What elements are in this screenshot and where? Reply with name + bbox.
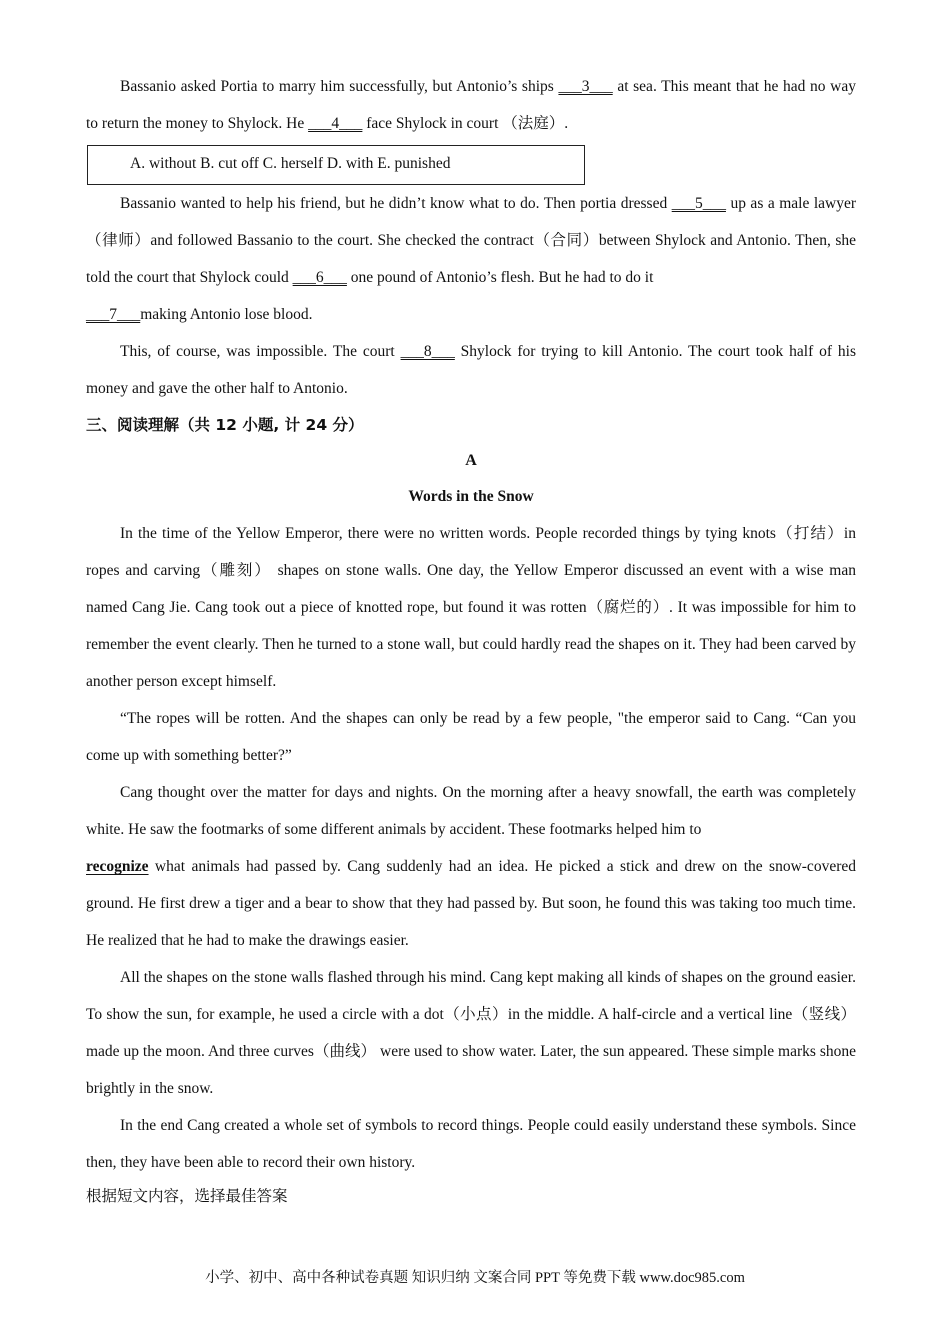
- text-segment: what animals had passed by. Cang suddenly had an idea. He picked a stick and drew on the snow-covered ground. He first drew a tiger and a bear to show that they had passed by. But soon, he found this was taking too much time. He realized that he had to make the drawings easier.: [86, 858, 856, 949]
- passage-paragraph-3: [86, 774, 856, 959]
- text-segment: This, of course, was impossible. The court: [120, 343, 401, 360]
- page-footer: 小学、初中、高中各种试卷真题 知识归纳 文案合同 PPT 等免费下载 www.doc985.com: [205, 1270, 745, 1286]
- cloze-paragraph-3: [86, 333, 856, 407]
- passage-paragraph-5: In the end Cang created a whole set of symbols to record things. People could easily understand these symbols. Since then, they have been able to record their own history.: [86, 1117, 856, 1171]
- blank-4: ___4___: [308, 115, 363, 132]
- options-box: A. without B. cut off C. herself D. with E. punished: [87, 145, 585, 185]
- text-segment: one pound of Antonio’s flesh. But he had to do it: [346, 269, 654, 286]
- blank-7: ___7___: [86, 306, 141, 323]
- passage-title: Words in the Snow: [408, 488, 534, 505]
- instruction-text: 根据短文内容，选择最佳答案: [86, 1188, 288, 1205]
- blank-5: ___5___: [671, 195, 726, 212]
- blank-3: ___3___: [558, 78, 613, 95]
- text-segment: up as a male lawyer （律师）and followed Bassanio to the court. She checked the contract（合同）between Shylock and Antonio. Then, she told the court that Shylock could: [86, 195, 856, 286]
- text-segment: making Antonio lose blood.: [140, 306, 313, 323]
- cloze-paragraph-1: [86, 68, 856, 142]
- blank-8: ___8___: [400, 343, 455, 360]
- text-segment: Cang thought over the matter for days and nights. On the morning after a heavy snowfall, the earth was completely white. He saw the footmarks of some different animals by accident. These footmarks helped him to: [86, 784, 856, 838]
- passage-letter: A: [465, 452, 477, 469]
- cloze-paragraph-2: [86, 185, 856, 333]
- text-segment: Shylock for trying to kill Antonio. The court took half of his money and gave the other half to Antonio.: [86, 343, 856, 397]
- text-segment: at sea. This meant that he had no way to return the money to Shylock. He: [86, 78, 856, 132]
- keyword-recognize: recognize: [86, 858, 149, 875]
- text-segment: face Shylock in court （法庭）.: [362, 115, 569, 132]
- document-page: [86, 68, 856, 1213]
- passage-paragraph-1: In the time of the Yellow Emperor, there were no written words. People recorded things by tying knots（打结）in ropes and carving（雕刻） shapes on stone walls. One day, the Yellow Emperor discussed an event with a wise man named Cang Jie. Cang took out a piece of knotted rope, but found it was rotten（腐烂的）. It was impossible for him to remember the event clearly. Then he turned to a stone wall, but could hardly read the shapes on it. They had been carved by another person except himself.: [86, 525, 856, 690]
- section-heading: 三、阅读理解（共 12 小题, 计 24 分）: [86, 416, 364, 434]
- text-segment: Bassanio asked Portia to marry him successfully, but Antonio’s ships: [120, 78, 559, 95]
- passage-paragraph-4: All the shapes on the stone walls flashed through his mind. Cang kept making all kinds of shapes on the ground easier. To show the sun, for example, he used a circle with a dot（小点）in the middle. A half-circle and a vertical line（竖线）made up the moon. And three curves（曲线） were used to show water. Later, the sun appeared. These simple marks shone brightly in the snow.: [86, 969, 856, 1097]
- text-segment: Bassanio wanted to help his friend, but he didn’t know what to do. Then portia dressed: [120, 195, 672, 212]
- blank-6: ___6___: [292, 269, 347, 286]
- passage-paragraph-2: “The ropes will be rotten. And the shapes can only be read by a few people, "the emperor said to Cang. “Can you come up with something better?”: [86, 710, 856, 764]
